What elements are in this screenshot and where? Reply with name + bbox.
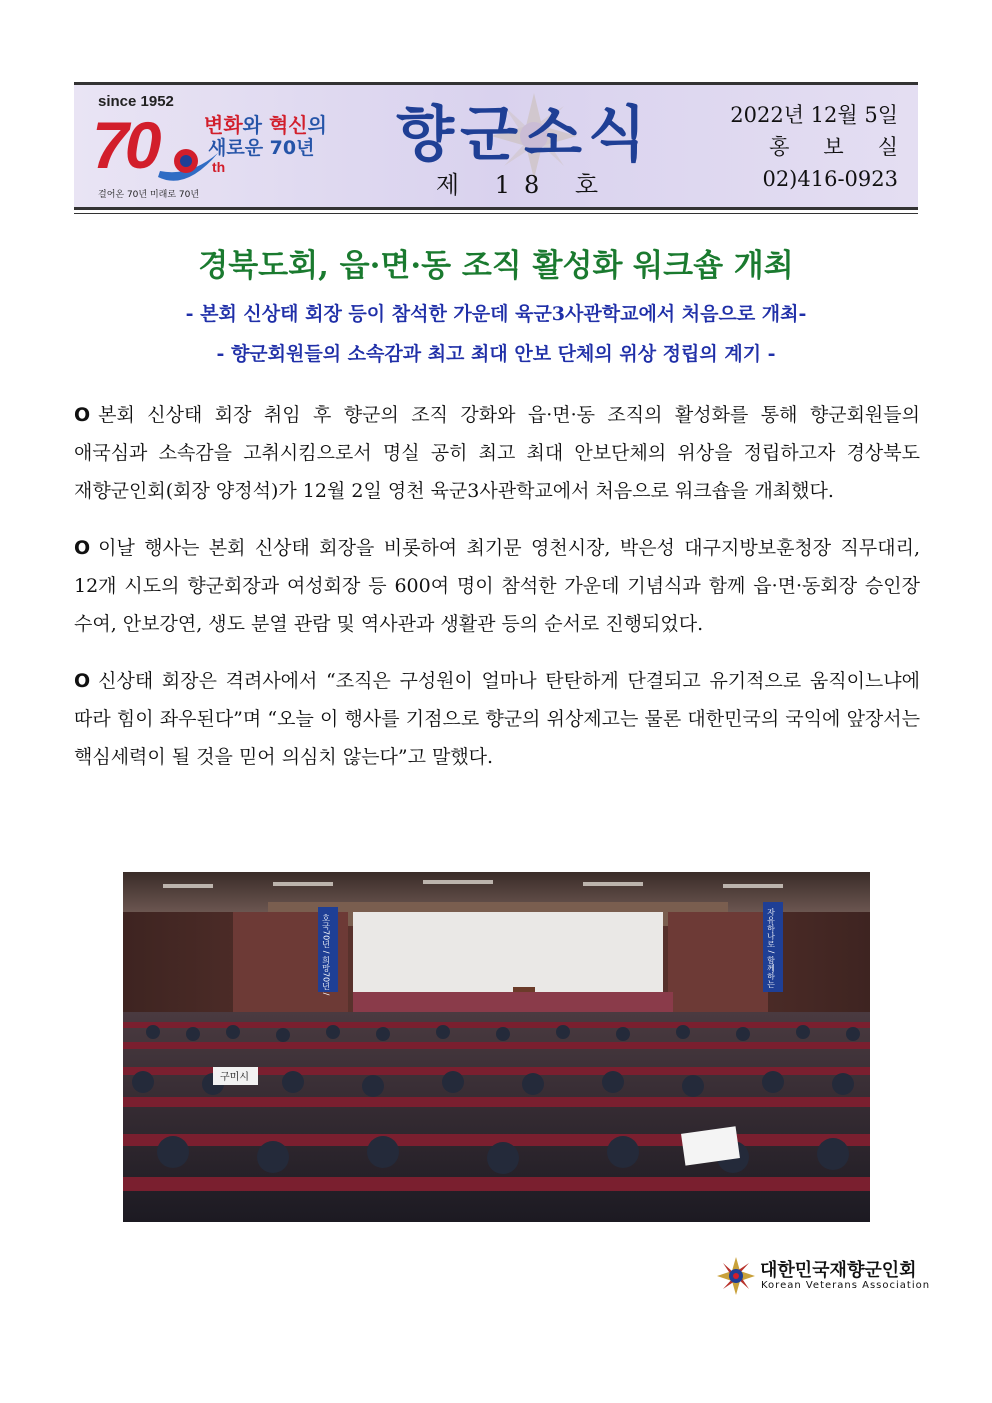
right-banner-text: 자유하나로 / 함께하는 [766,908,776,988]
left-banner-text: 호국70년 / 희망70년 / [321,914,331,996]
bullet-icon: O [74,670,91,692]
city-sign-text: 구미시 [220,1072,249,1083]
bullet-icon: O [74,404,91,426]
article-subtitle-1: - 본회 신상태 회장 등이 참석한 가운데 육군3사관학교에서 처음으로 개최- [185,303,807,325]
slogan-line1: 변화와 혁신의 [204,113,327,137]
anniversary-logo [86,91,366,203]
article-headline: 경북도회, 읍·면·동 조직 활성화 워크숍 개최 [198,248,794,284]
seventy-suffix: th [212,159,226,175]
paragraph: O 신상태 회장은 격려사에서 “조직은 구성원이 얼마나 탄탄하게 단결되고 유기적으로 움직이느냐에 따라 힘이 좌우된다”며 “오늘 이 행사를 기점으로 향군의 위상제고는 물론 대한민국의 국익에 앞장서는 핵심세력이 될 것을 믿어 의심치 않는다”고 말했다. [74,670,920,768]
issue-number: 제 18 호 [435,171,613,199]
org-name-korean: 대한민국재향군인회 [760,1260,917,1281]
seventy-number: 70 [92,108,158,182]
issue-date: 2022년 12월 5일 [730,103,898,127]
phone-number: 02)416-0923 [762,167,898,191]
event-photo [123,872,870,1222]
auditorium-photo-illustration [123,872,870,1222]
department: 홍보실 [769,135,932,159]
header-info [730,99,932,195]
association-emblem-icon [716,1256,756,1296]
newsletter-title: 향군소식 [396,100,652,170]
slogan-small: 걸어온 70년 미래로 70년 [98,190,200,200]
org-name-english: Korean Veterans Association [761,1280,931,1291]
newsletter-header [74,82,932,210]
article-body [74,396,920,795]
paragraph: O 본회 신상태 회장 취임 후 향군의 조직 강화와 읍·면·동 조직의 활성화를 통해 향군회원들의 애국심과 소속감을 고취시킴으로서 명실 공히 최고 최대 안보단체의 위상을 정립하고자 경상북도 재향군인회(회장 양정석)가 12월 2일 영천 육군3사관학교에서 처음으로 워크숍을 개최했다. [74,404,920,502]
footer-logo [716,1254,931,1298]
slogan-line2: 새로운 70년 [208,137,315,159]
since-label: since 1952 [98,93,174,110]
paragraph: O 이날 행사는 본회 신상태 회장을 비롯하여 최기문 영천시장, 박은성 대구지방보훈청장 직무대리, 12개 시도의 향군회장과 여성회장 등 600여 명이 참석한 가운데 기념식과 함께 읍·면·동회장 승인장 수여, 안보강연, 생도 분열 관람 및 역사관과 생활관 등의 순서로 진행되었다. [74,537,920,635]
article-subtitle-2: - 향군회원들의 소속감과 최고 최대 안보 단체의 위상 정립의 계기 - [216,343,776,365]
bullet-icon: O [74,537,91,559]
